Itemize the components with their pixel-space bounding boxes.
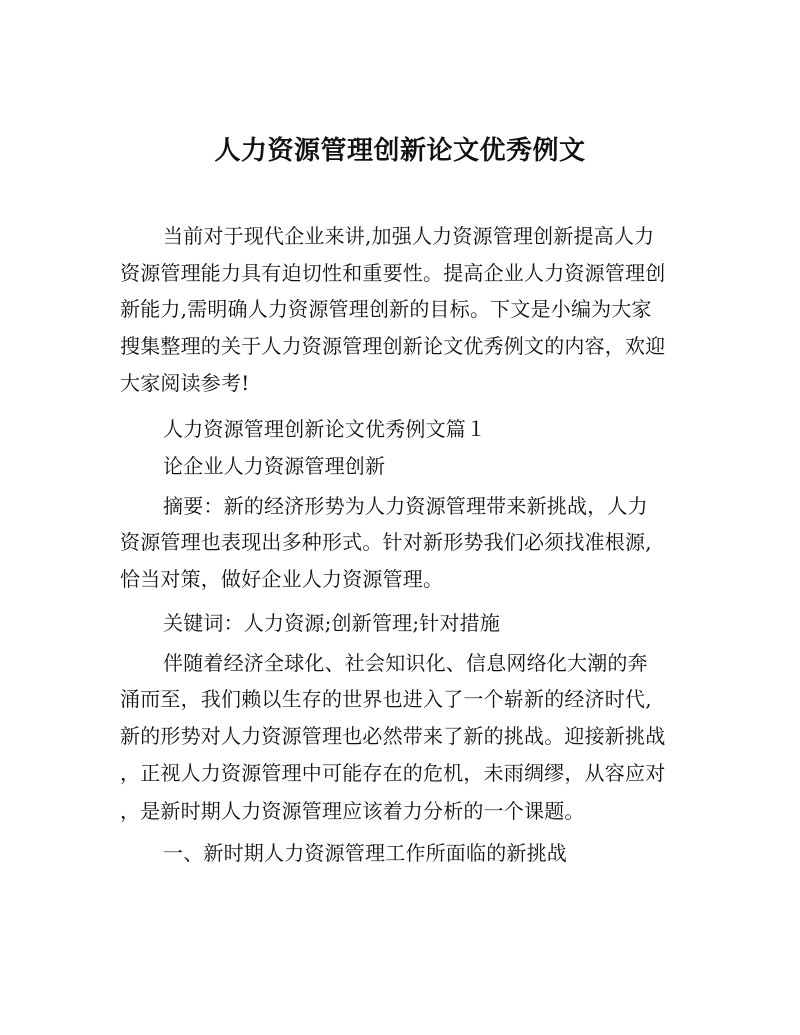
- abstract-line: 摘要：新的经济形势为人力资源管理带来新挑战，人力: [163, 494, 648, 518]
- paragraph-line: 当前对于现代企业来讲,加强人力资源管理创新提高人力: [163, 224, 655, 248]
- section-heading: 一、新时期人力资源管理工作所面临的新挑战: [163, 841, 567, 865]
- paragraph-line: 大家阅读参考!: [120, 371, 250, 395]
- paragraph-line: 新能力,需明确人力资源管理创新的目标。下文是小编为大家: [120, 297, 652, 321]
- paragraph-line: 资源管理能力具有迫切性和重要性。提高企业人力资源管理创: [120, 261, 666, 285]
- article-title: 论企业人力资源管理创新: [163, 454, 386, 478]
- paragraph-line: 涌而至，我们赖以生存的世界也进入了一个崭新的经济时代,: [120, 687, 652, 711]
- paragraph-line: 新的形势对人力资源管理也必然带来了新的挑战。迎接新挑战: [120, 724, 666, 748]
- paragraph-line: 伴随着经济全球化、社会知识化、信息网络化大潮的奔: [163, 651, 648, 675]
- paragraph-line: ，正视人力资源管理中可能存在的危机，未雨绸缪，从容应对: [120, 761, 666, 785]
- keywords-line: 关键词：人力资源;创新管理;针对措施: [163, 611, 501, 635]
- paragraph-line: 搜集整理的关于人力资源管理创新论文优秀例文的内容，欢迎: [120, 334, 666, 358]
- document-title: 人力资源管理创新论文优秀例文: [214, 136, 586, 166]
- paragraph-line: ，是新时期人力资源管理应该着力分析的一个课题。: [120, 799, 585, 823]
- abstract-line: 资源管理也表现出多种形式。针对新形势我们必须找准根源,: [120, 530, 652, 554]
- abstract-line: 恰当对策，做好企业人力资源管理。: [120, 567, 444, 591]
- section-heading: 人力资源管理创新论文优秀例文篇１: [163, 417, 487, 441]
